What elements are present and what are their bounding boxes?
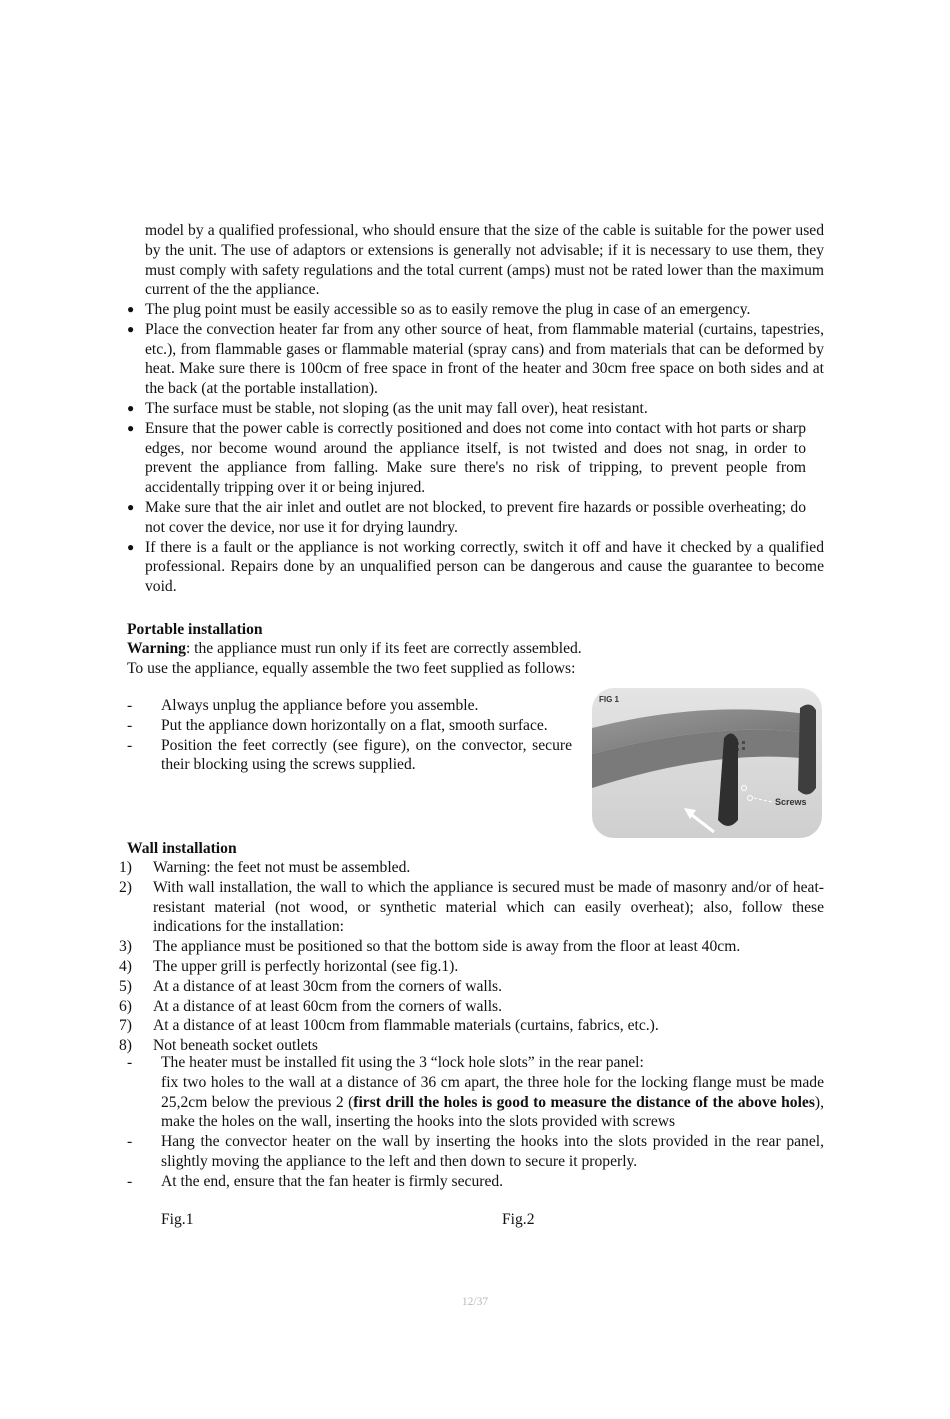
warning-text: : the appliance must run only if its feet are correctly assembled.: [185, 640, 582, 657]
fig1-caption: Fig.1: [161, 1211, 194, 1228]
list-item: 8) Not beneath socket outlets: [119, 1037, 318, 1055]
list-item: 1) Warning: the feet not must be assembled.: [119, 859, 411, 876]
portable-steps: [127, 696, 572, 775]
list-item: - Hang the convector heater on the wall by inserting the hooks into the slots provided in the rear panel, slightly moving the appliance to the left and then down to secure it properly.: [127, 1133, 824, 1170]
wall-step-1-detail: fix two holes to the wall at a distance of 36 cm apart, the three hole for the locking flange must be made 25,2cm below the previous 2 (first drill the holes is good to measure the distance of the above holes), make the holes on the wall, inserting the hooks into the slots provided with screws: [161, 1073, 824, 1131]
bullet-icon: ●: [127, 400, 135, 415]
fig1-feet-assembly-illustration: [592, 688, 822, 838]
fig1-label: FIG 1: [599, 695, 620, 704]
safety-bullet-list: [127, 300, 824, 597]
portable-intro: To use the appliance, equally assemble the two feet supplied as follows:: [127, 660, 576, 677]
list-item: ● The plug point must be easily accessible so as to easily remove the plug in case of an emergency.: [127, 301, 751, 318]
wall-heading: Wall installation: [127, 840, 237, 857]
list-item: - At the end, ensure that the fan heater is firmly secured.: [127, 1172, 504, 1190]
list-item: 5) At a distance of at least 30cm from the corners of walls.: [119, 977, 503, 995]
warning-label: Warning: [127, 640, 186, 657]
bullet-icon: ●: [127, 420, 135, 435]
portable-warning: [127, 639, 827, 659]
bullet-icon: ●: [127, 539, 135, 554]
wall-step-1-intro: The heater must be installed fit using the 3 “lock hole slots” in the rear panel:: [161, 1054, 644, 1071]
fig2-caption: Fig.2: [502, 1211, 535, 1228]
list-item: - The heater must be installed fit using the 3 “lock hole slots” in the rear panel: fix two holes to the wall at a distance of 36 cm apart, the three hole for the locking flange must be made 25,2cm below the previous 2 (first drill the holes is good to measure the distance of the above holes), make the holes on the wall, inserting the hooks into the slots provided with screws: [127, 1054, 824, 1131]
list-item: - Always unplug the appliance before you assemble.: [127, 697, 479, 714]
list-item: ● Ensure that the power cable is correctly positioned and does not come into contact with hot parts or sharp edges, nor become wound around the appliance itself, is not twisted and does not snag, in order to prevent the appliance from falling. Make sure there's no risk of tripping, to prevent people from accidentally tripping over it or being injured.: [127, 419, 806, 497]
wall-numbered-list: [119, 858, 824, 1056]
screws-callout-label: Screws: [775, 797, 807, 807]
portable-heading: Portable installation: [127, 621, 263, 638]
list-item: ● The surface must be stable, not sloping (as the unit may fall over), heat resistant.: [127, 399, 648, 417]
list-item: ● Place the convection heater far from any other source of heat, from flammable material (curtains, tapestries, etc.), from flammable gases or flammable material (spray cans) and from materials that can be deformed by heat. Make sure there is 100cm of free space in front of the heater and 30cm free space on both sides and at the back (at the portable installation).: [127, 320, 824, 398]
list-item: 2) With wall installation, the wall to which the appliance is secured must be made of masonry and/or of heat-resistant material (not wood, or synthetic material which can easily overheat); also, follow these indications for the installation:: [119, 878, 824, 936]
list-item: 7) At a distance of at least 100cm from flammable materials (curtains, fabrics, etc.).: [119, 1017, 659, 1035]
list-item: 6) At a distance of at least 60cm from the corners of walls.: [119, 997, 503, 1015]
page-number: 12/37: [461, 1296, 489, 1308]
list-item: - Position the feet correctly (see figure), on the convector, secure their blocking using the screws supplied.: [127, 736, 572, 774]
list-item: - Put the appliance down horizontally on a flat, smooth surface.: [127, 716, 548, 734]
list-item: 3) The appliance must be positioned so that the bottom side is away from the floor at least 40cm.: [119, 938, 741, 956]
intro-paragraph: model by a qualified professional, who should ensure that the size of the cable is suitable for the power used by the unit. The use of adaptors or extensions is generally not advisable; if it is necessary to use them, they must comply with safety regulations and the total current (amps) must not be rated lower than the maximum current of the the appliance.: [145, 222, 824, 299]
bullet-icon: ●: [127, 321, 135, 336]
wall-step-1-bold: first drill the holes is good to measure the distance of the above holes: [353, 1093, 815, 1111]
list-item: 4) The upper grill is perfectly horizontal (see fig.1).: [119, 957, 459, 975]
list-item: ● Make sure that the air inlet and outlet are not blocked, to prevent fire hazards or possible overheating; do not cover the device, nor use it for drying laundry.: [127, 498, 806, 536]
bullet-icon: ●: [127, 499, 135, 514]
bullet-icon: ●: [127, 302, 135, 316]
list-item: ● If there is a fault or the appliance is not working correctly, switch it off and have it checked by a qualified professional. Repairs done by an unqualified person can be dangerous and cause the guarantee to become void.: [127, 538, 824, 596]
wall-steps: [127, 1053, 824, 1192]
